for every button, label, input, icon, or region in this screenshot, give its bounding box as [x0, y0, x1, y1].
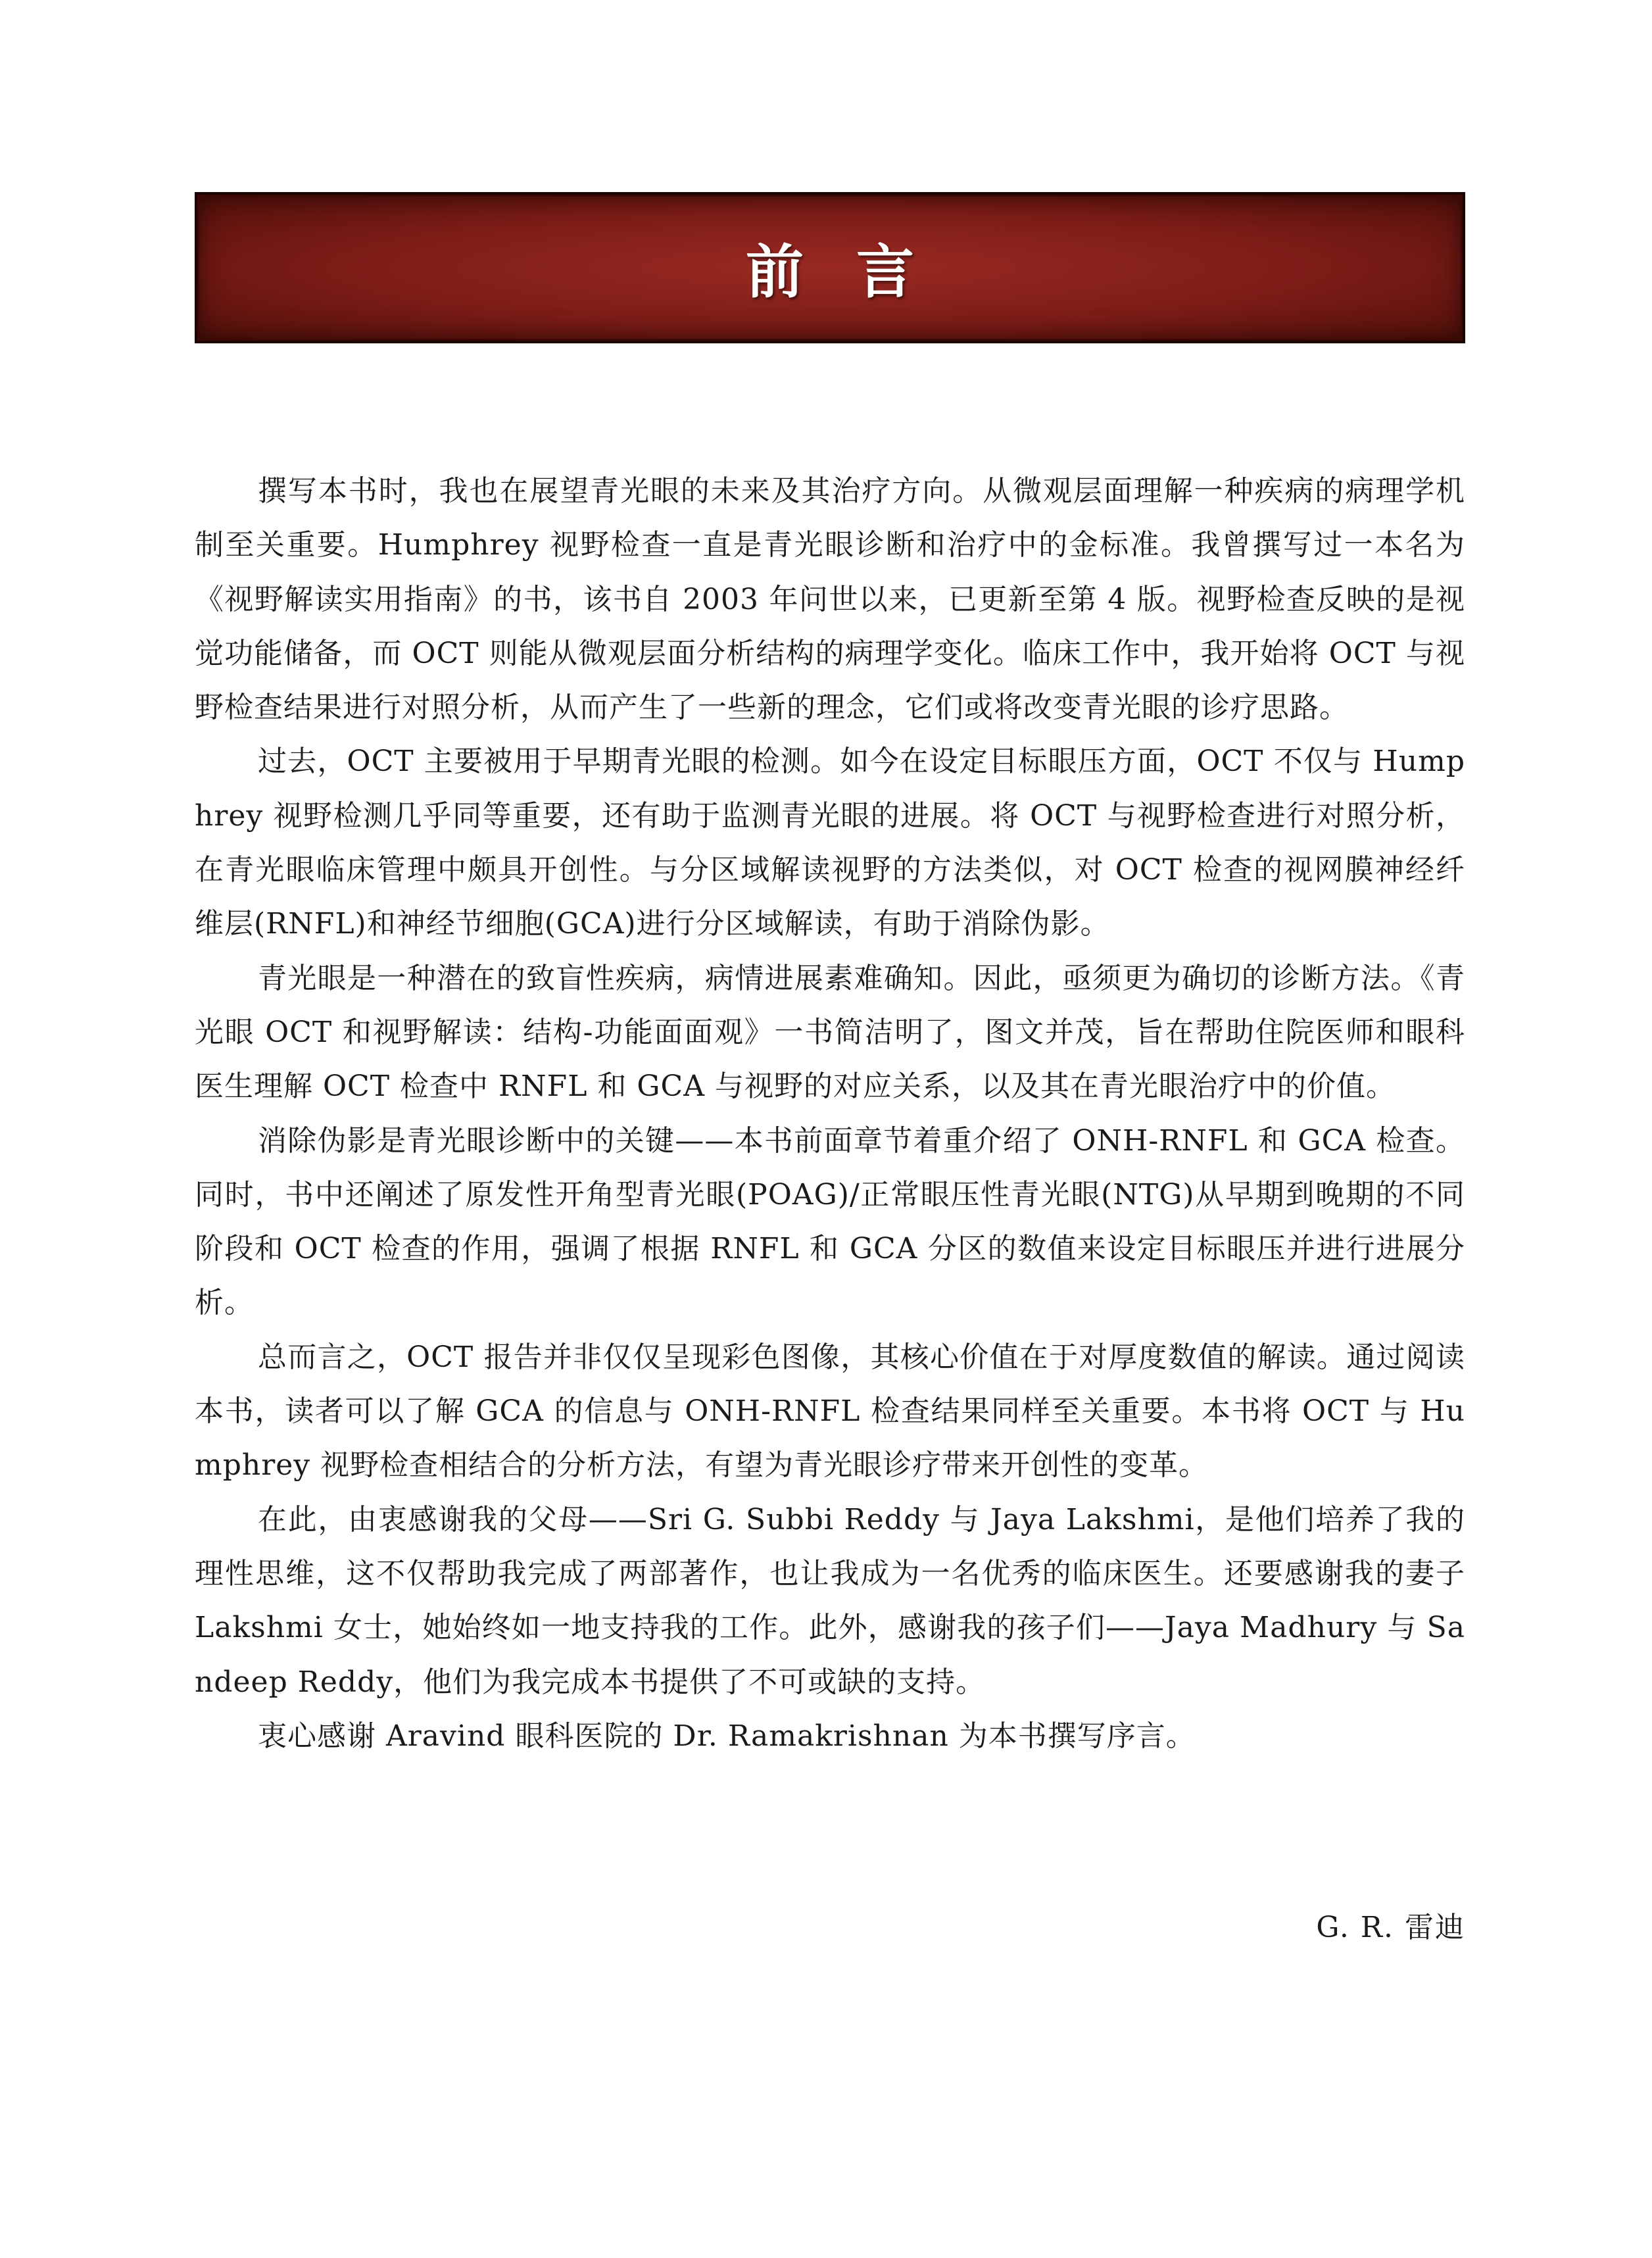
paragraph-5: 总而言之，OCT 报告并非仅仅呈现彩色图像，其核心价值在于对厚度数值的解读。通过阅读本书，读者可以了解 GCA 的信息与 ONH-RNFL 检查结果同样至关重要。本书将 OCT 与 Humphrey 视野检查相结合的分析方法，有望为青光眼诊疗带来开创性的变革。 — [195, 1340, 1465, 1483]
paragraph-4: 消除伪影是青光眼诊断中的关键——本书前面章节着重介绍了 ONH-RNFL 和 GCA 检查。同时，书中还阐述了原发性开角型青光眼(POAG)/正常眼压性青光眼(NTG)从早期到晚期的不同阶段和 OCT 检查的作用，强调了根据 RNFL 和 GCA 分区的数值来设定目标眼压并进行进展分析。 — [195, 1123, 1465, 1320]
page-title: 前言 — [745, 238, 967, 306]
author-signature: G. R. 雷迪 — [1316, 1911, 1465, 1944]
paragraph-3: 青光眼是一种潜在的致盲性疾病，病情进展素难确知。因此，亟须更为确切的诊断方法。《青光眼 OCT 和视野解读：结构-功能面面观》一书简洁明了，图文并茂，旨在帮助住院医师和眼科医生理解 OCT 检查中 RNFL 和 GCA 与视野的对应关系，以及其在青光眼治疗中的价值。 — [195, 961, 1465, 1104]
preface-body — [195, 464, 1465, 1763]
paragraph-7: 衷心感谢 Aravind 眼科医院的 Dr. Ramakrishnan 为本书撰写序言。 — [258, 1719, 1196, 1753]
paragraph-6: 在此，由衷感谢我的父母——Sri G. Subbi Reddy 与 Jaya Lakshmi，是他们培养了我的理性思维，这不仅帮助我完成了两部著作，也让我成为一名优秀的临床医生。还要感谢我的妻子 Lakshmi 女士，她始终如一地支持我的工作。此外，感谢我的孩子们——Jaya Madhury 与 Sandeep Reddy，他们为我完成本书提供了不可或缺的支持。 — [195, 1502, 1465, 1699]
paragraph-1: 撰写本书时，我也在展望青光眼的未来及其治疗方向。从微观层面理解一种疾病的病理学机制至关重要。Humphrey 视野检查一直是青光眼诊断和治疗中的金标准。我曾撰写过一本名为《视野解读实用指南》的书，该书自 2003 年问世以来，已更新至第 4 版。视野检查反映的是视觉功能储备，而 OCT 则能从微观层面分析结构的病理学变化。临床工作中，我开始将 OCT 与视野检查结果进行对照分析，从而产生了一些新的理念，它们或将改变青光眼的诊疗思路。 — [195, 474, 1465, 725]
title-banner — [195, 192, 1465, 343]
paragraph-2: 过去，OCT 主要被用于早期青光眼的检测。如今在设定目标眼压方面，OCT 不仅与 Humphrey 视野检测几乎同等重要，还有助于监测青光眼的进展。将 OCT 与视野检查进行对照分析，在青光眼临床管理中颇具开创性。与分区域解读视野的方法类似，对 OCT 检查的视网膜神经纤维层(RNFL)和神经节细胞(GCA)进行分区域解读，有助于消除伪影。 — [195, 745, 1465, 941]
